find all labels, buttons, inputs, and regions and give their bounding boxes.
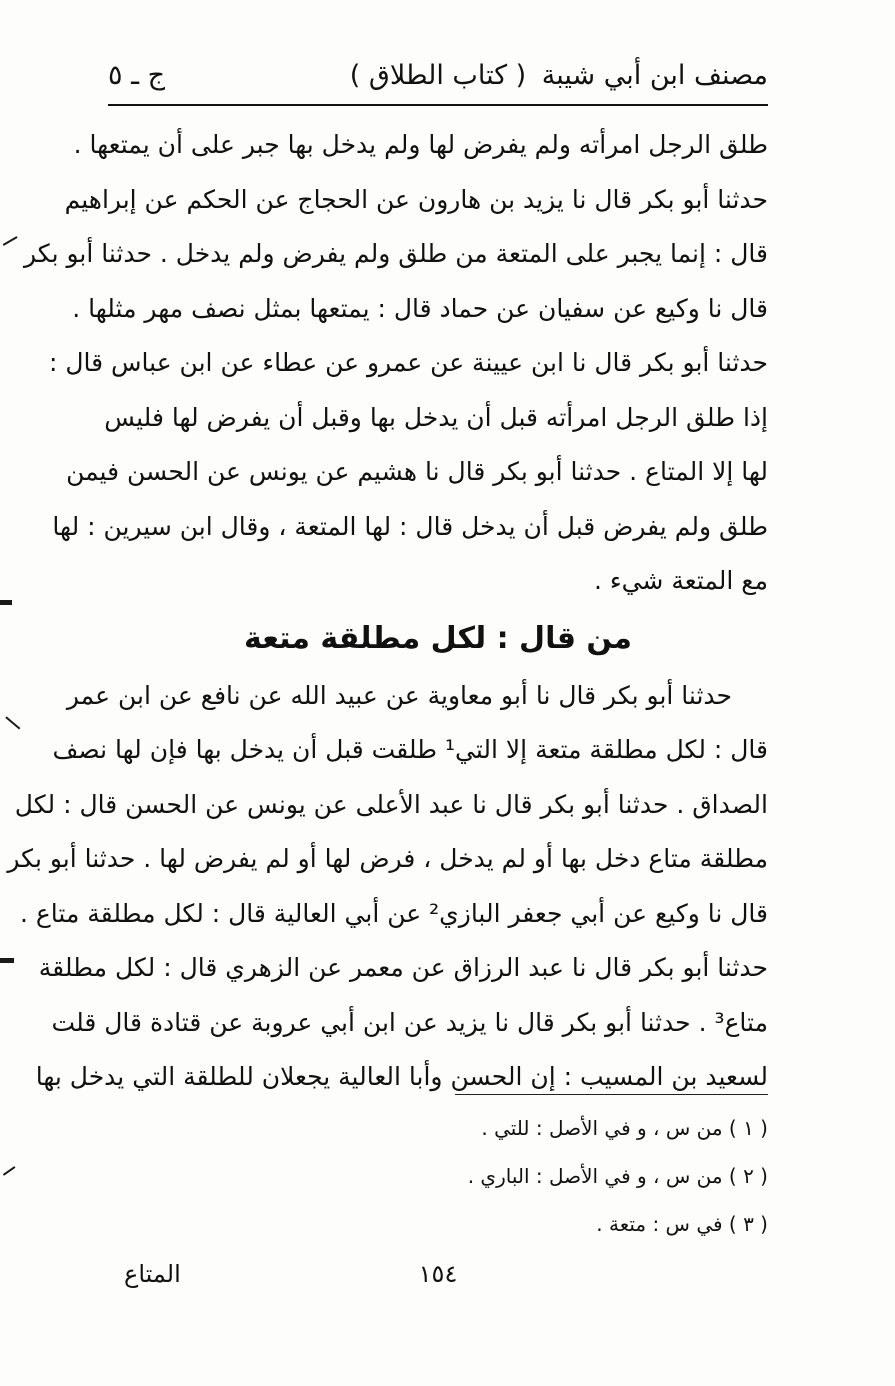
text-line: حدثنا أبو بكر قال نا عبد الرزاق عن معمر عن الزهري قال : لكل مطلقة	[38, 953, 768, 982]
catchword: المتاع	[124, 1260, 181, 1288]
page-footer	[108, 1260, 768, 1304]
text-line: قال نا وكيع عن أبي جعفر البازي² عن أبي العالية قال : لكل مطلقة متاع .	[19, 898, 768, 928]
text-line: مطلقة متاع دخل بها أو لم يدخل ، فرض لها أو لم يفرض لها . حدثنا أبو بكر	[7, 844, 768, 873]
header-chapter-title: ( كتاب الطلاق )	[349, 60, 527, 91]
page-number: ١٥٤	[418, 1260, 458, 1288]
footnotes	[108, 1104, 768, 1248]
text-line: إذا طلق الرجل امرأته قبل أن يدخل بها وقبل أن يفرض لها فليس	[104, 402, 768, 432]
text-line: مع المتعة شيء .	[593, 566, 768, 595]
text-line: حدثنا أبو بكر قال نا ابن عيينة عن عمرو عن عطاء عن ابن عباس قال :	[48, 348, 768, 377]
text-line: طلق ولم يفرض قبل أن يدخل قال : لها المتعة ، وقال ابن سيرين : لها	[52, 511, 768, 541]
scan-edge-mark	[0, 600, 12, 605]
scan-edge-mark	[3, 236, 18, 245]
section-heading: من قال : لكل مطلقة متعة	[244, 620, 632, 656]
text-line: حدثنا أبو بكر قال نا أبو معاوية عن عبيد الله عن نافع عن ابن عمر	[66, 680, 732, 710]
main-text	[7, 118, 768, 1105]
scan-edge-mark	[0, 958, 14, 963]
footnote-rule	[455, 1094, 768, 1095]
text-line: متاع³ . حدثنا أبو بكر قال نا يزيد عن ابن أبي عروبة عن قتادة قال قلت	[51, 1007, 768, 1037]
scan-edge-mark	[3, 1166, 15, 1175]
text-line: قال : إنما يجبر على المتعة من طلق ولم يفرض ولم يدخل . حدثنا أبو بكر	[23, 239, 768, 268]
text-line: الصداق . حدثنا أبو بكر قال نا عبد الأعلى عن يونس عن الحسن قال : لكل	[14, 789, 768, 819]
footnote: ( ٢ ) من س ، و في الأصل : الباري .	[467, 1164, 768, 1188]
text-line: قال نا وكيع عن سفيان عن حماد قال : يمتعها بمثل نصف مهر مثلها .	[72, 293, 768, 323]
text-line: لها إلا المتاع . حدثنا أبو بكر قال نا هشيم عن يونس عن الحسن فيمن	[66, 457, 768, 486]
header-volume: ج ـ ٥	[108, 60, 166, 91]
header-book-title: مصنف ابن أبي شيبة	[541, 60, 768, 91]
text-line: طلق الرجل امرأته ولم يفرض لها ولم يدخل بها جبر على أن يمتعها .	[73, 130, 768, 159]
scan-edge-mark	[6, 716, 21, 729]
text-line: قال : لكل مطلقة متعة إلا التي¹ طلقت قبل أن يدخل بها فإن لها نصف	[52, 735, 768, 764]
running-header	[108, 52, 768, 102]
text-line: حدثنا أبو بكر قال نا يزيد بن هارون عن الحجاج عن الحكم عن إبراهيم	[64, 184, 768, 214]
text-line: لسعيد بن المسيب : إن الحسن وأبا العالية يجعلان للطلقة التي يدخل بها	[35, 1062, 768, 1091]
header-rule	[108, 104, 768, 106]
footnote: ( ٣ ) في س : متعة .	[596, 1212, 768, 1236]
footnote: ( ١ ) من س ، و في الأصل : للتي .	[481, 1116, 768, 1140]
